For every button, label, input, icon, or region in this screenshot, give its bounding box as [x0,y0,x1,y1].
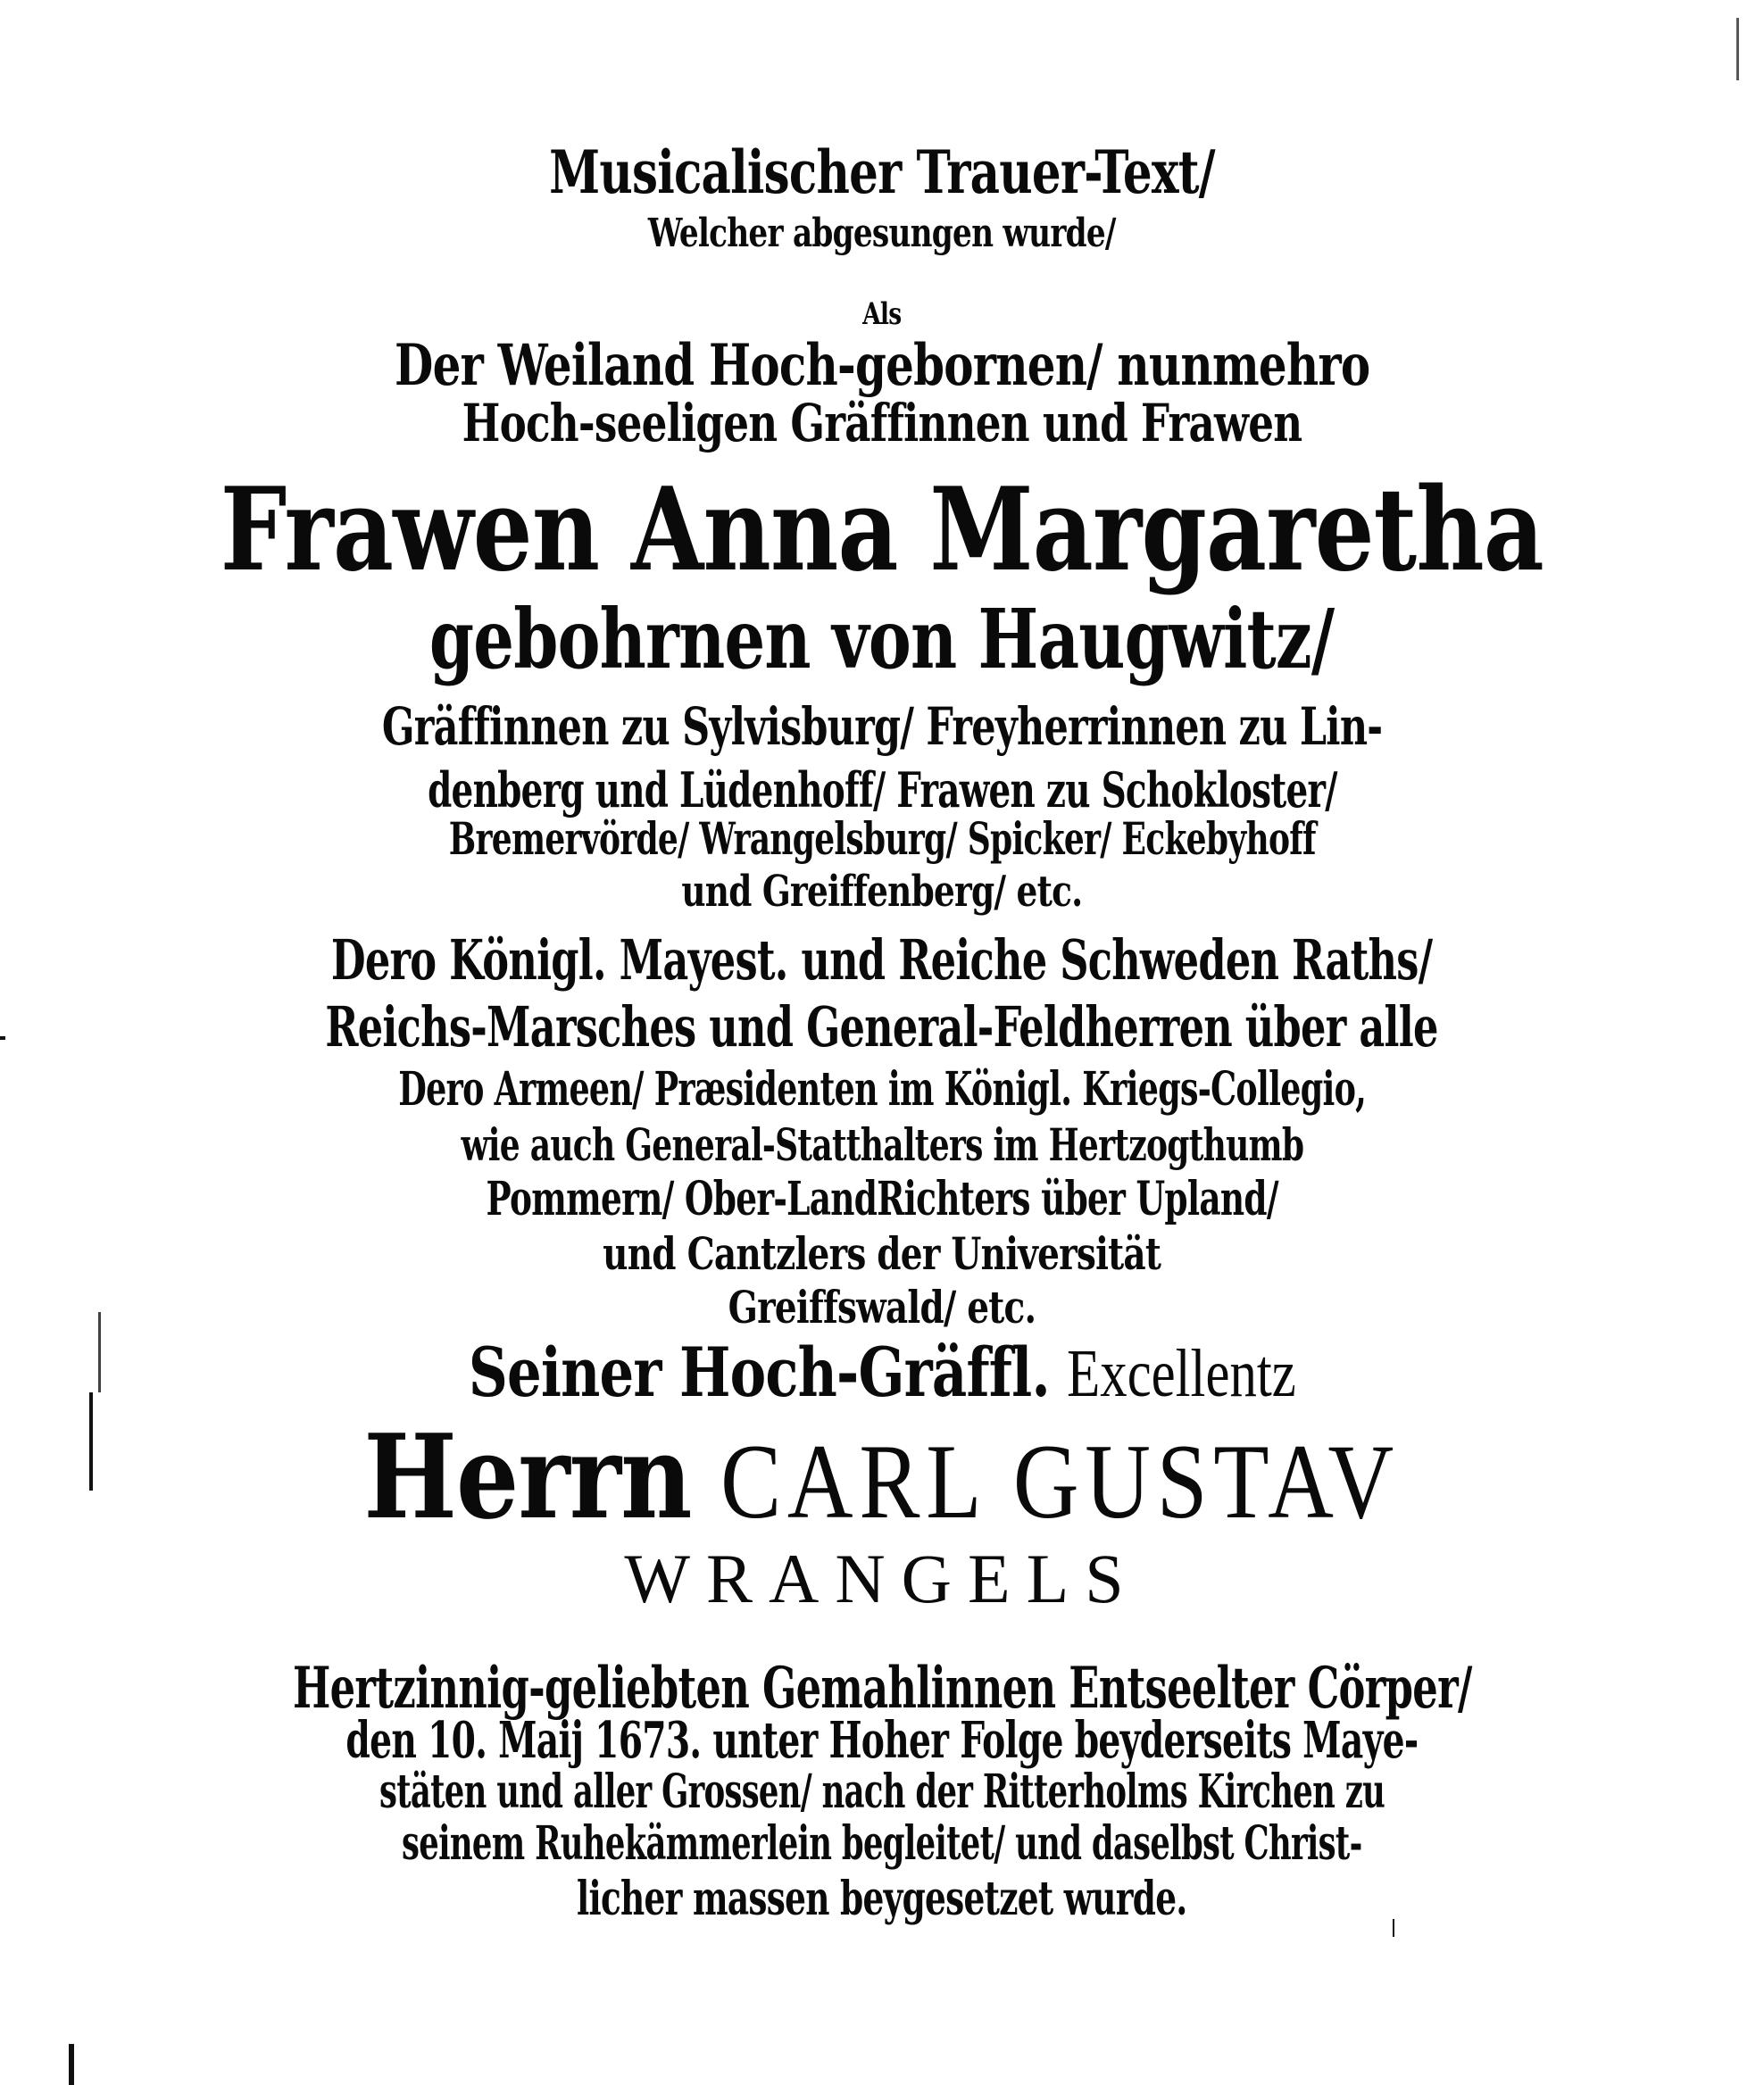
line-gebohrnen: gebohrnen von Haugwitz/ [429,591,1335,687]
scan-mark [0,1036,5,1040]
line-hertzinnig: Hertzinnig-geliebten Gemahlinnen Entseelter Cörper/ [292,1655,1472,1722]
line-cantzlers: und Cantzlers der Universität [603,1227,1161,1280]
line-bremervoerde: Bremervörde/ Wrangelsburg/ Spicker/ Eckebyhoff [448,812,1316,865]
line-reichs-marsches: Reichs-Marsches und General-Feldherren über alle [325,994,1439,1059]
scan-mark [1393,1919,1394,1937]
line-dero-koenigl: Dero Königl. Mayest. und Reiche Schweden Raths/ [331,927,1433,993]
line-pommern: Pommern/ Ober-LandRichters über Upland/ [486,1172,1278,1226]
scan-mark [69,2044,74,2085]
line-als: Als [862,296,902,332]
line-greiffswald: Greiffswald/ etc. [728,1281,1036,1333]
line-licher-massen: licher massen beygesetzet wurde. [577,1872,1187,1926]
line-hoch-seeligen: Hoch-seeligen Gräffinnen und Frawen [462,393,1302,453]
scan-mark [89,1392,93,1491]
line-dero-armeen: Dero Armeen/ Præsidenten im Königl. Kriegs-Collegio, [398,1062,1366,1117]
subtitle-welcher: Welcher abgesungen wurde/ [648,211,1116,256]
scan-mark [98,1312,101,1392]
line-der-weiland: Der Weiland Hoch-gebornen/ nunmehro [394,332,1370,399]
scan-mark [1736,18,1739,80]
line-denberg: denberg und Lüdenhoff/ Frawen zu Schokloster/ [427,761,1337,818]
name-anna-margaretha: Frawen Anna Margaretha [220,463,1544,597]
line-seiner-excellentz: Seiner Hoch-Gräffl. Excellentz [468,1333,1296,1412]
name-wrangels: WRANGELS [624,1540,1140,1617]
line-staeten: stäten und aller Grossen/ nach der Ritterholms Kirchen zu [379,1765,1385,1819]
title-line-musicalischer: Musicalischer Trauer-Text/ [549,137,1215,207]
line-seinem: seinem Ruhekämmerlein begleitet/ und daselbst Christ- [402,1816,1362,1871]
line-greiffenberg: und Greiffenberg/ etc. [681,867,1083,917]
line-den-10-maij: den 10. Maij 1673. unter Hoher Folge beyderseits Maye- [345,1711,1419,1770]
line-wie-auch: wie auch General-Statthalters im Hertzogthumb [461,1118,1303,1171]
name-carl-gustav: Herrn CARL GUSTAV [363,1408,1401,1545]
line-graeffinnen: Gräffinnen zu Sylvisburg/ Freyherrinnen zu Lin- [381,696,1383,757]
